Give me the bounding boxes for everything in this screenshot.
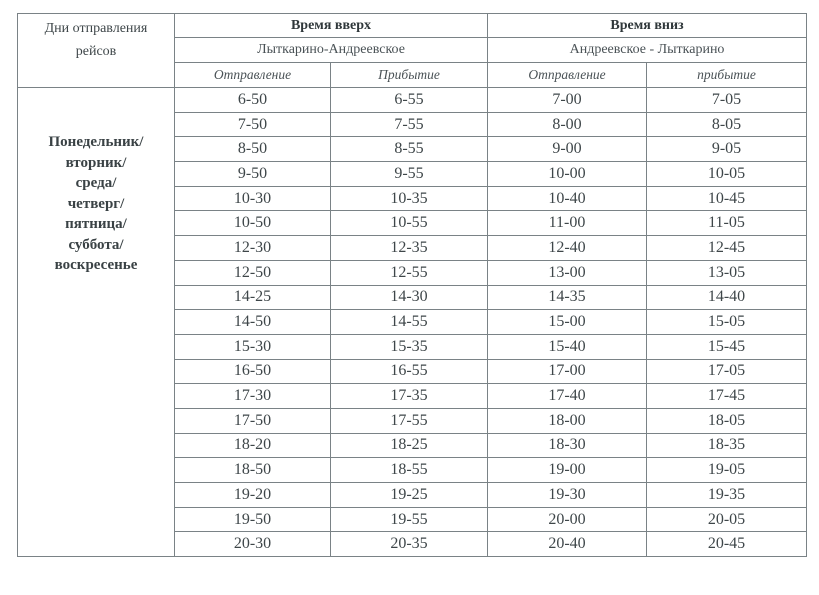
down-departure-time: 12-40 (488, 236, 647, 261)
down-arrival-time: 10-05 (647, 162, 807, 187)
up-departure-time: 9-50 (175, 162, 331, 187)
up-arrival-time: 19-55 (331, 507, 488, 532)
route-down-header: Андреевское - Лыткарино (488, 38, 807, 63)
down-departure-time: 19-00 (488, 458, 647, 483)
down-departure-header: Отправление (488, 63, 647, 88)
up-arrival-time: 8-55 (331, 137, 488, 162)
up-arrival-time: 16-55 (331, 359, 488, 384)
down-arrival-header: прибытие (647, 63, 807, 88)
up-departure-time: 18-50 (175, 458, 331, 483)
up-departure-time: 17-50 (175, 408, 331, 433)
up-departure-time: 6-50 (175, 88, 331, 113)
down-departure-time: 19-30 (488, 483, 647, 508)
up-departure-time: 19-20 (175, 483, 331, 508)
down-arrival-time: 17-05 (647, 359, 807, 384)
operating-day: воскресенье (54, 257, 138, 273)
up-departure-time: 14-50 (175, 310, 331, 335)
schedule-body (18, 88, 807, 557)
down-departure-time: 17-40 (488, 384, 647, 409)
up-departure-time: 14-25 (175, 285, 331, 310)
down-departure-time: 20-00 (488, 507, 647, 532)
operating-days-cell (18, 88, 175, 557)
up-departure-time: 17-30 (175, 384, 331, 409)
up-departure-time: 19-50 (175, 507, 331, 532)
direction-down-header: Время вниз (488, 14, 807, 38)
up-arrival-time: 9-55 (331, 162, 488, 187)
up-departure-time: 12-30 (175, 236, 331, 261)
operating-day: вторник/ (65, 154, 127, 171)
operating-day: среда/ (75, 175, 117, 191)
operating-day: суббота/ (68, 236, 124, 253)
up-departure-time: 15-30 (175, 334, 331, 359)
down-departure-time: 20-40 (488, 532, 647, 557)
days-header-line1: Дни отправления (44, 21, 148, 36)
up-arrival-time: 17-55 (331, 408, 488, 433)
down-arrival-time: 10-45 (647, 186, 807, 211)
up-arrival-time: 10-35 (331, 186, 488, 211)
up-departure-time: 10-50 (175, 211, 331, 236)
down-arrival-time: 15-05 (647, 310, 807, 335)
down-departure-time: 18-30 (488, 433, 647, 458)
down-departure-time: 14-35 (488, 285, 647, 310)
down-arrival-time: 18-05 (647, 408, 807, 433)
up-arrival-time: 7-55 (331, 112, 488, 137)
down-departure-time: 15-00 (488, 310, 647, 335)
down-departure-time: 8-00 (488, 112, 647, 137)
down-arrival-time: 15-45 (647, 334, 807, 359)
down-arrival-time: 14-40 (647, 285, 807, 310)
up-arrival-time: 14-55 (331, 310, 488, 335)
direction-up-header: Время вверх (175, 14, 488, 38)
down-departure-time: 9-00 (488, 137, 647, 162)
down-departure-time: 10-00 (488, 162, 647, 187)
up-arrival-time: 15-35 (331, 334, 488, 359)
up-arrival-header: Прибытие (331, 63, 488, 88)
up-arrival-time: 12-35 (331, 236, 488, 261)
up-arrival-time: 14-30 (331, 285, 488, 310)
down-arrival-time: 20-45 (647, 532, 807, 557)
down-arrival-time: 7-05 (647, 88, 807, 113)
schedule-row (18, 88, 807, 113)
up-departure-time: 8-50 (175, 137, 331, 162)
up-departure-time: 20-30 (175, 532, 331, 557)
down-departure-time: 15-40 (488, 334, 647, 359)
down-departure-time: 11-00 (488, 211, 647, 236)
down-arrival-time: 19-35 (647, 483, 807, 508)
up-departure-time: 16-50 (175, 359, 331, 384)
days-column-header (18, 14, 175, 88)
down-departure-time: 7-00 (488, 88, 647, 113)
up-arrival-time: 17-35 (331, 384, 488, 409)
down-departure-time: 18-00 (488, 408, 647, 433)
operating-day: пятница/ (65, 216, 127, 232)
down-arrival-time: 11-05 (647, 211, 807, 236)
down-arrival-time: 13-05 (647, 260, 807, 285)
up-arrival-time: 12-55 (331, 260, 488, 285)
down-arrival-time: 19-05 (647, 458, 807, 483)
up-departure-time: 12-50 (175, 260, 331, 285)
up-departure-header: Отправление (175, 63, 331, 88)
down-arrival-time: 20-05 (647, 507, 807, 532)
down-departure-time: 10-40 (488, 186, 647, 211)
down-arrival-time: 8-05 (647, 112, 807, 137)
up-departure-time: 10-30 (175, 186, 331, 211)
down-departure-time: 17-00 (488, 359, 647, 384)
down-departure-time: 13-00 (488, 260, 647, 285)
up-arrival-time: 20-35 (331, 532, 488, 557)
up-arrival-time: 10-55 (331, 211, 488, 236)
down-arrival-time: 18-35 (647, 433, 807, 458)
bus-schedule-table (17, 13, 807, 557)
days-header-line2: рейсов (75, 44, 117, 59)
up-departure-time: 7-50 (175, 112, 331, 137)
down-arrival-time: 9-05 (647, 137, 807, 162)
down-arrival-time: 12-45 (647, 236, 807, 261)
up-arrival-time: 6-55 (331, 88, 488, 113)
operating-day: четверг/ (67, 195, 125, 212)
route-up-header: Лыткарино-Андреевское (175, 38, 488, 63)
up-arrival-time: 19-25 (331, 483, 488, 508)
operating-day: Понедельник/ (48, 134, 144, 150)
up-arrival-time: 18-25 (331, 433, 488, 458)
up-arrival-time: 18-55 (331, 458, 488, 483)
up-departure-time: 18-20 (175, 433, 331, 458)
down-arrival-time: 17-45 (647, 384, 807, 409)
